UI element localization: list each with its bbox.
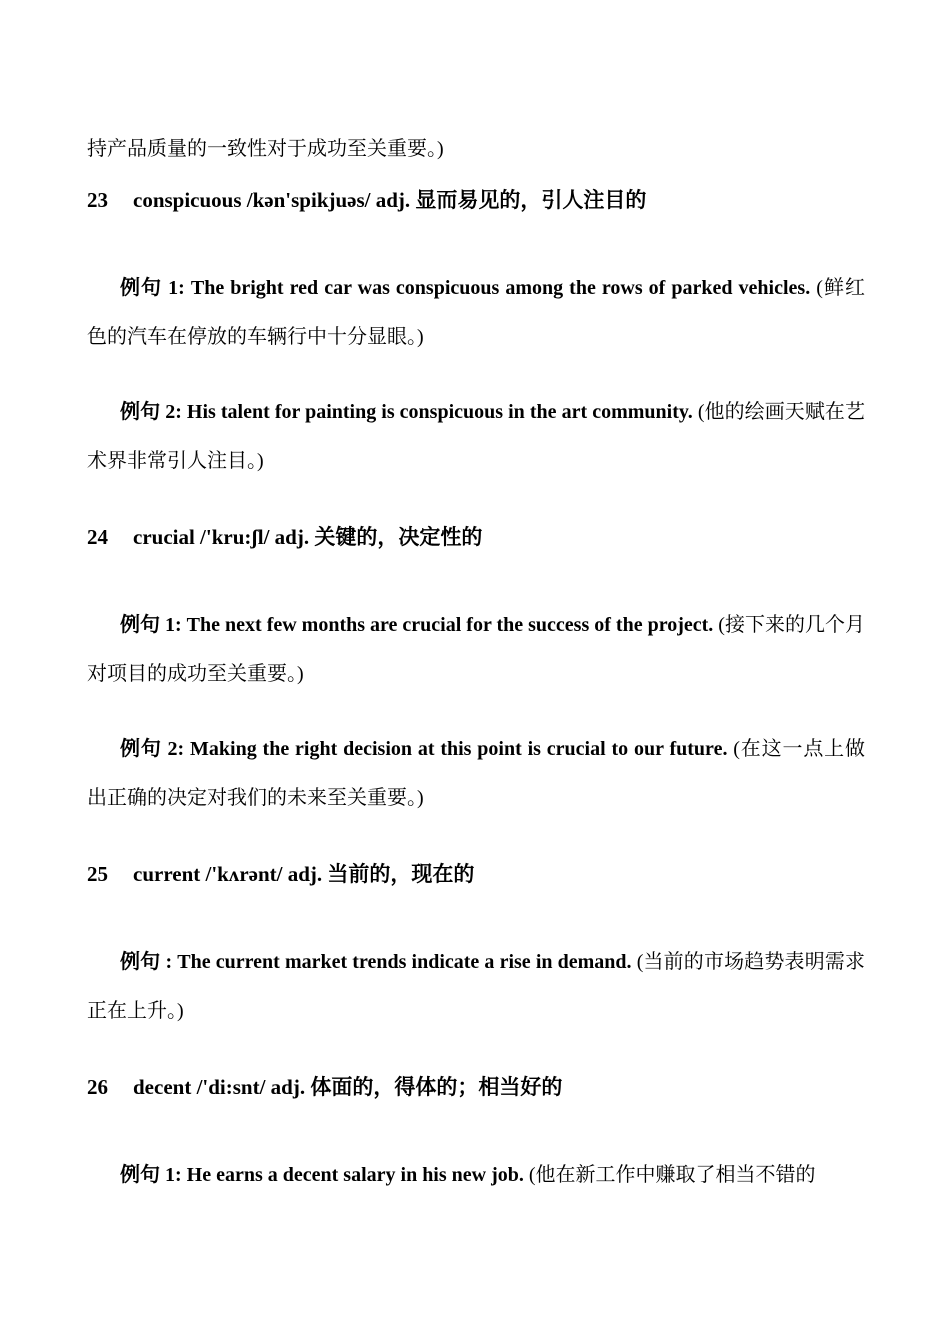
example-chinese: (当前的市场趋势表明需求正在上升。) [87, 951, 865, 1022]
example-english: : The current market trends indicate a rise in demand. [160, 951, 632, 973]
example-label: 例句 [120, 277, 163, 299]
example-sentence [87, 601, 865, 699]
entry-number: 24 [87, 525, 108, 549]
entry-number: 26 [87, 1075, 108, 1099]
entry-headword: conspicuous /kən'spikjuəs/ adj. 显而易见的，引人注目的 [133, 188, 647, 212]
entry-headword: current /'kʌrənt/ adj. 当前的，现在的 [133, 862, 475, 886]
example-sentence [87, 388, 865, 486]
example-chinese: (在这一点上做出正确的决定对我们的未来至关重要。) [87, 738, 865, 809]
entry-headword: decent /'di:snt/ adj. 体面的，得体的；相当好的 [133, 1075, 563, 1099]
example-label: 例句 [120, 1164, 160, 1186]
example-english: 1: He earns a decent salary in his new job. [160, 1164, 524, 1186]
example-english: 1: The bright red car was conspicuous among the rows of parked vehicles. [162, 277, 811, 299]
example-chinese: (接下来的几个月对项目的成功至关重要。) [87, 614, 865, 685]
entry-number: 25 [87, 862, 108, 886]
entry-heading-23 [87, 185, 865, 215]
example-chinese: (他的绘画天赋在艺术界非常引人注目。) [87, 401, 865, 472]
example-sentence [87, 938, 865, 1036]
example-label: 例句 [120, 401, 161, 423]
entry-heading-25 [87, 859, 865, 889]
example-chinese: (鲜红色的汽车在停放的车辆行中十分显眼。) [87, 277, 866, 348]
example-sentence [87, 1151, 865, 1200]
example-english: 1: The next few months are crucial for the success of the project. [160, 614, 714, 636]
entry-heading-26 [87, 1072, 865, 1102]
example-english: 2: Making the right decision at this point is crucial to our future. [161, 738, 728, 760]
continued-translation: 持产品质量的一致性对于成功至关重要。) [87, 138, 444, 160]
example-label: 例句 [120, 951, 161, 973]
entry-number: 23 [87, 188, 108, 212]
example-sentence [87, 264, 865, 362]
example-english: 2: His talent for painting is conspicuous in the art community. [160, 401, 693, 423]
entry-heading-24 [87, 522, 865, 552]
entry-headword: crucial /'kru:ʃl/ adj. 关键的，决定性的 [133, 525, 483, 549]
example-chinese: (他在新工作中赚取了相当不错的 [523, 1164, 816, 1186]
example-sentence [87, 725, 865, 823]
example-label: 例句 [120, 738, 162, 760]
example-label: 例句 [120, 614, 161, 636]
